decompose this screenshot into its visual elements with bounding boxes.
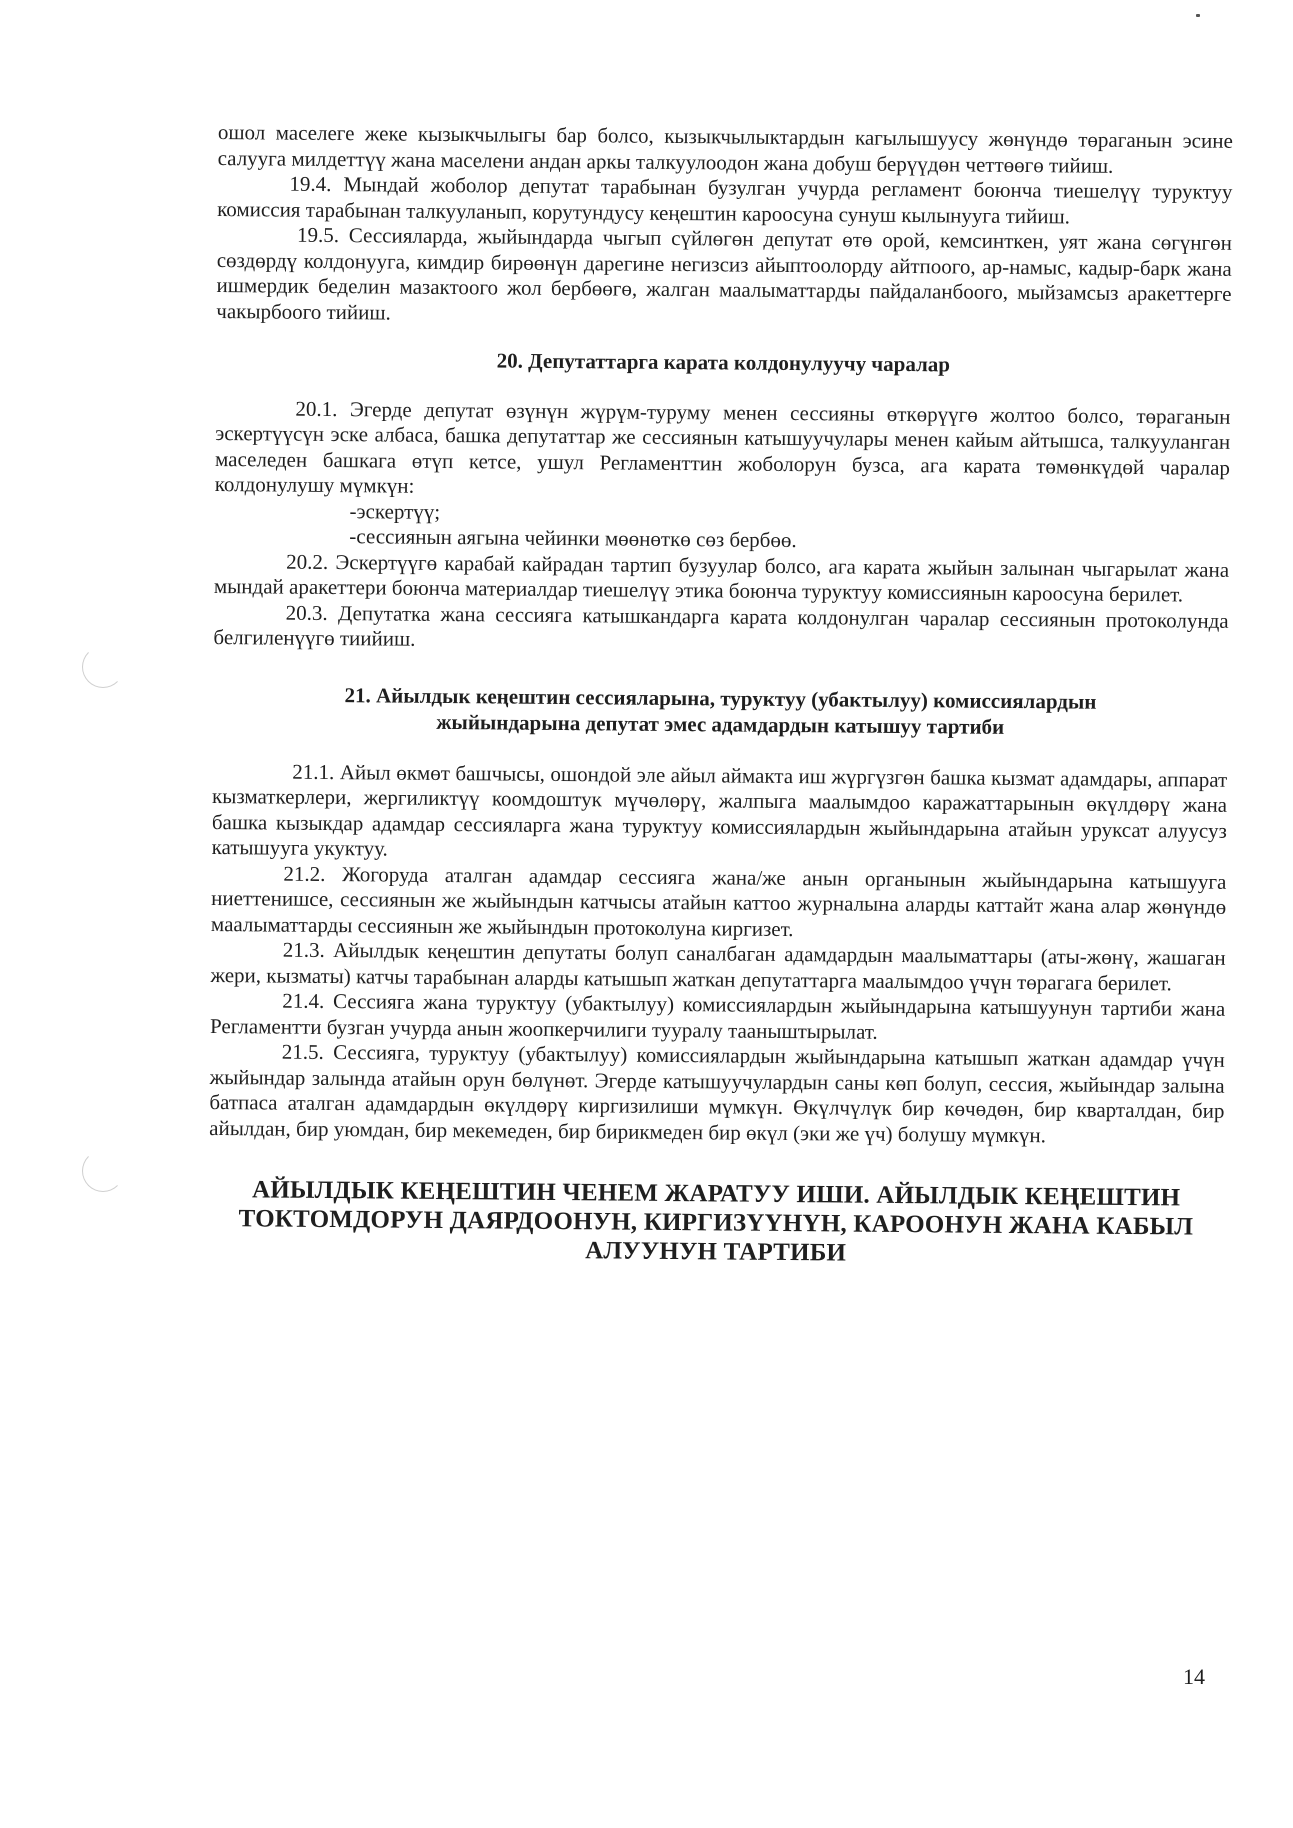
paragraph-19-5: 19.5. Сессияларда, жыйындарда чыгып сүйлөгөн депутат өтө орой, кемсинткен, уят жана сөгүнгөн сөздөрдү колдонууга, кимдир бирөөнүн дарегине негизсиз айыптоолорду айтпоого, ар-намыс, кадыр-барк жана ишмердик беделин мазактоого жол бербөөгө, жалган маалыматтарды пайдаланбоого, мыйзамсыз аракеттерге чакырбоого тийиш. <box>216 222 1233 325</box>
section-21-heading-line1: 21. Айылдык кеңештин сессияларына, туруктуу (убактылуу) комиссиялардын <box>344 682 1097 714</box>
chapter-heading-line3: АЛУУНУН ТАРТИБИ <box>585 1237 847 1267</box>
paragraph-21-1: 21.1. Айыл өкмөт башчысы, ошондой эле айыл аймакта иш жүргүзгөн башка кызмат адамдары, аппарат кызматкерлери, жергиликтүү коомдоштук мүчөлөрү, жалпыга маалымдоо каражаттарынын өкүлдөрү жана башка кызыкдар адамдар сессияларга жана туруктуу комиссиялардын жыйындарына атайын уруксат алуусуз катышууга укуктуу. <box>211 759 1228 861</box>
paragraph-21-5: 21.5. Сессияга, туруктуу (убактылуу) комиссиялардын жыйындарына катышып жаткан адамдар үчүн жыйындар залында атайын орун бөлүнөт. Эгерде катышуучулардын саны көп болуп, сессия, жыйындар залына батпаса аталган адамдардын өкүлдөрү киргизилиши мүмкүн. Өкүлчүлүк бир көчөдөн, бир кварталдан, бир айылдан, бир уюмдан, бир мекемеден, бир бирикмеден бир өкүл (эки же үч) болушу мүмкүн. <box>209 1039 1225 1147</box>
paragraph-19-3-continued: ошол маселеге жеке кызыкчылыгы бар болсо, кызыкчылыктардын кагылышуусу жөнүндө төраганын эсине салууга милдеттүү жана маселени андан аркы талкуулоодон жана добуш берүүдөн четтөөгө тийиш. <box>217 120 1233 178</box>
page-number: 14 <box>1183 1664 1205 1689</box>
paragraph-20-3: 20.3. Депутатка жана сессияга катышкандарга карата колдонулган чаралар сессиянын протоколунда белгиленүүгө тиийиш. <box>213 600 1229 651</box>
document-body <box>208 120 1233 1271</box>
list-item: -сессиянын аягына чейинки мөөнөткө сөз бербөө. <box>349 524 797 553</box>
section-20-heading: 20. Депутаттарга карата колдонулуучу чаралар <box>496 348 951 377</box>
paragraph-19-4: 19.4. Мындай жоболор депутат тарабынан бузулган учурда регламент боюнча тиешелүү туруктуу комиссия тарабынан талкууланып, корутундусу кеңештин кароосуна сунуш кылынууга тийиш. <box>217 171 1233 228</box>
paragraph-20-1: 20.1. Эгерде депутат өзүнүн жүрүм-туруму менен сессияны өткөрүүгө жолтоо болсо, төраганын эскертүүсүн эске албаса, башка депутаттар же сессиянын катышуучулары менен кайым айтышса, талкууланган маселеден башкага өтүп кетсе, ушул Регламенттин жоболорун бузса, ага карата төмөнкүдөй чаралар колдонулушу мүмкүн: <box>214 396 1231 498</box>
paragraph-21-3: 21.3. Айылдык кеңештин депутаты болуп саналбаган адамдардын маалыматтары (аты-жөнү, жашаган жери, кызматы) катчы тарабынан аларды катышып жаткан депутаттарга маалымдоо үчүн төрагага берилет. <box>210 937 1226 995</box>
section-21-heading <box>213 680 1228 741</box>
paragraph-20-2: 20.2. Эскертүүгө карабай кайрадан тартип бузуулар болсо, ага карата жыйын залынан чыгарылат жана мындай аракеттери боюнча материалдар тиешелүү этика боюнча туруктуу комиссиянын кароосуна берилет. <box>213 549 1230 607</box>
chapter-heading-line1: АЙЫЛДЫК КЕҢЕШТИН ЧЕНЕМ ЖАРАТУУ ИШИ. АЙЫЛДЫК КЕҢЕШТИН <box>251 1176 1181 1212</box>
paragraph-21-2: 21.2. Жогоруда аталган адамдар сессияга жана/же анын органынын жыйындарына катышууга ниеттенишсе, сессиянын же жыйындын катчысы атайын каттоо журналына аларды каттайт жана алар жөнүндө маалыматтарды сессиянын же жыйындын протоколуна киргизет. <box>210 861 1227 941</box>
paragraph-21-4: 21.4. Сессияга жана туруктуу (убактылуу) комиссиялардын жыйындарына катышуунун тартиби жана Регламентти бузган учурда анын жоопкерчилиги тууралу тааныштырылат. <box>209 988 1226 1044</box>
list-item: -эскертүү; <box>349 498 441 524</box>
punch-hole-mark <box>82 646 124 688</box>
chapter-heading <box>208 1175 1224 1271</box>
chapter-heading-line2: ТОКТОМДОРУН ДАЯРДООНУН, КИРГИЗҮҮНҮН, КАРООНУН ЖАНА КАБЫЛ <box>238 1205 1194 1241</box>
punch-hole-mark <box>82 1150 124 1192</box>
scan-speck <box>1196 14 1200 17</box>
section-21-heading-line2: жыйындарына депутат эмес адамдардын катышуу тартиби <box>436 709 1005 739</box>
